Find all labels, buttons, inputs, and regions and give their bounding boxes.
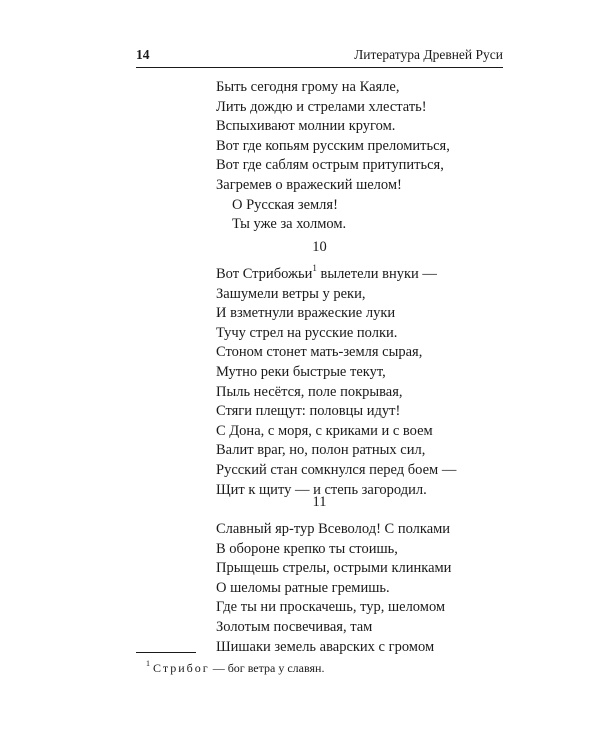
footnote-marker: 1 xyxy=(146,659,150,668)
verse-line: Славный яр-тур Всеволод! С полками xyxy=(216,521,451,537)
verse-line: Шишаки земель аварских с громом xyxy=(216,638,435,655)
verse-line: Золотым посвечивая, там xyxy=(216,618,373,635)
verse-line: Вспыхивают молнии кругом. xyxy=(216,118,396,135)
verse-line: Стоном стонет мать-земля сырая, xyxy=(216,344,423,361)
verse-line: Мутно реки быстрые текут, xyxy=(216,363,386,380)
verse-line-indented: Ты уже за холмом. xyxy=(232,216,347,233)
verse-line: Лить дождю и стрелами хлестать! xyxy=(216,98,427,115)
footnote-term: Стрибог xyxy=(153,661,210,675)
verse-line: Зашумели ветры у реки, xyxy=(216,285,366,302)
stanza-number-10: 10 xyxy=(312,239,327,255)
stanza-11 xyxy=(216,520,451,657)
verse-line: Стяги плещут: половцы идут! xyxy=(216,403,401,420)
verse-line: И взметнули вражеские луки xyxy=(216,305,396,322)
verse-line: Тучу стрел на русские полки. xyxy=(216,324,398,341)
verse-line: О шеломы ратные гремишь. xyxy=(216,579,390,596)
verse-line: Пыль несётся, поле покрывая, xyxy=(216,383,403,400)
footnote-rule xyxy=(136,652,196,653)
verse-line: Быть сегодня грому на Каяле, xyxy=(216,79,400,95)
verse-line: Валит враг, но, полон ратных сил, xyxy=(216,442,426,459)
book-title: Литература Древней Руси xyxy=(354,47,503,62)
verse-text: вылетели внуки — xyxy=(316,266,437,282)
footnote xyxy=(146,661,324,676)
verse-line: Где ты ни проскачешь, тур, шеломом xyxy=(216,599,446,616)
header-rule xyxy=(136,67,503,68)
footnote-text: — бог ветра у славян. xyxy=(209,661,325,675)
stanza-9 xyxy=(216,78,450,235)
stanza-10 xyxy=(216,265,456,500)
stanza-number-11: 11 xyxy=(312,494,327,510)
verse-line-indented: О Русская земля! xyxy=(232,196,338,213)
verse-line: В обороне крепко ты стоишь, xyxy=(216,540,398,557)
verse-line: Вот где копьям русским преломиться, xyxy=(216,137,450,154)
verse-line: Загремев о вражеский шелом! xyxy=(216,176,402,193)
verse-line: Прыщешь стрелы, острыми клинками xyxy=(216,560,452,577)
verse-line: С Дона, с моря, с криками и с воем xyxy=(216,422,433,439)
verse-text: Вот Стрибожьи xyxy=(216,266,313,282)
verse-line: Русский стан сомкнулся перед боем — xyxy=(216,461,457,478)
verse-line: Щит к щиту — и степь загородил. xyxy=(216,481,427,498)
page-number: 14 xyxy=(136,47,150,62)
running-head xyxy=(136,47,503,67)
verse-line: Вот где саблям острым притупиться, xyxy=(216,157,444,174)
verse-line-with-footnote xyxy=(216,265,456,285)
footnote-reference[interactable]: 1 xyxy=(312,263,317,274)
